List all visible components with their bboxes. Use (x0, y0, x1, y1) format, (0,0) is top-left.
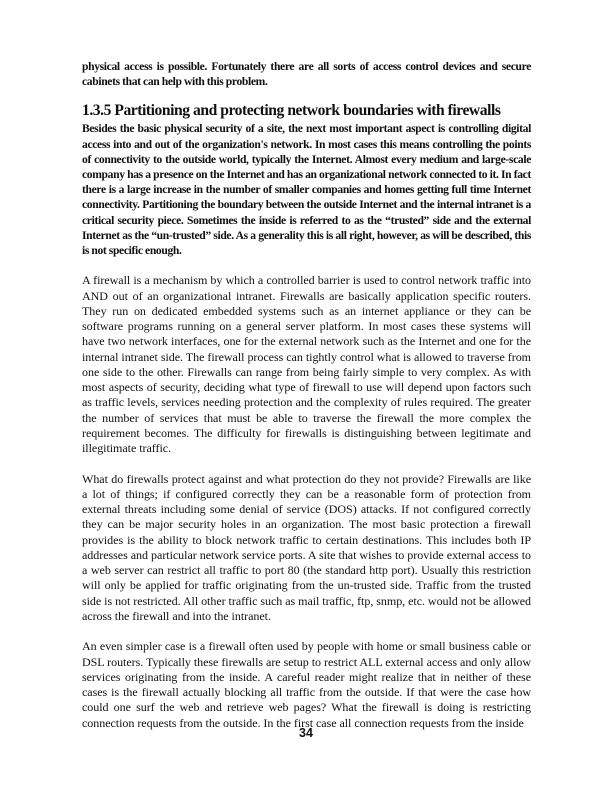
body-paragraph-firewall-protection: What do firewalls protect against and what protection do they not provide? Firewalls are like a lot of things; if configured correctly they can be a reasonable form of protection from external threats including some denial of service (DOS) attacks. If not configured correctly they can be major security holes in an organization. The most basic protection a firewall provides is the ability to block network traffic to certain destinations. This includes both IP addresses and particular network service ports. A site that wishes to provide external access to a web server can restrict all traffic to port 80 (the standard http port). Usually this restriction will only be applied for traffic originating from the un-trusted side. Traffic from the trusted side is not restricted. All other traffic such as mail traffic, ftp, snmp, etc. would not be allowed across the firewall and into the intranet. (82, 471, 531, 623)
paragraph-spacer (82, 456, 531, 471)
page-number: 34 (299, 726, 313, 740)
body-paragraph-firewall-definition: A firewall is a mechanism by which a controlled barrier is used to control network traffic into AND out of an organizational intranet. Firewalls are basically application specific routers. They run on dedicated embedded systems such as an internet appliance or they can be software programs running on a general server platform. In most cases these systems will have two network interfaces, one for the external network such as the Internet and one for the internal intranet side. The firewall process can tightly control what is allowed to traverse from one side to the other. Firewalls can range from being fairly simple to very complex. As with most aspects of security, deciding what type of firewall to use will depend upon factors such as traffic levels, services needing protection and the complexity of rules required. The greater the number of services that must be able to traverse the firewall the more complex the requirement becomes. The difficulty for firewalls is distinguishing between legitimate and illegitimate traffic. (82, 273, 531, 456)
paragraph-spacer (82, 624, 531, 639)
intro-paragraph: physical access is possible. Fortunately there are all sorts of access control devices and secure cabinets that can help with this problem. (82, 60, 531, 89)
document-page (82, 59, 531, 731)
body-paragraph-simple-firewall: An even simpler case is a firewall often used by people with home or small business cable or DSL routers. Typically these firewalls are setup to restrict ALL external access and only allow services originating from the inside. A careful reader might realize that in neither of these cases is the firewall actually blocking all traffic from the outside. If that were the case how could one surf the web and retrieve web pages? What the firewall is doing is restricting connection requests from the outside. In the first case all connection requests from the inside (82, 639, 531, 730)
lead-paragraph: Besides the basic physical security of a site, the next most important aspect is controlling digital access into and out of the organization's network. In most cases this means controlling the points of connectivity to the outside world, typically the Internet. Almost every medium and large-scale company has a presence on the Internet and has an organizational network connected to it. In fact there is a large increase in the number of smaller companies and homes getting full time Internet connectivity. Partitioning the boundary between the outside Internet and the internal intranet is a critical security piece. Sometimes the inside is referred to as the “trusted” side and the external Internet as the “un-trusted” side. As a generality this is all right, however, as will be described, this is not specific enough. (82, 122, 531, 258)
section-heading: 1.3.5 Partitioning and protecting network boundaries with firewalls (82, 102, 501, 120)
paragraph-spacer (82, 258, 531, 273)
